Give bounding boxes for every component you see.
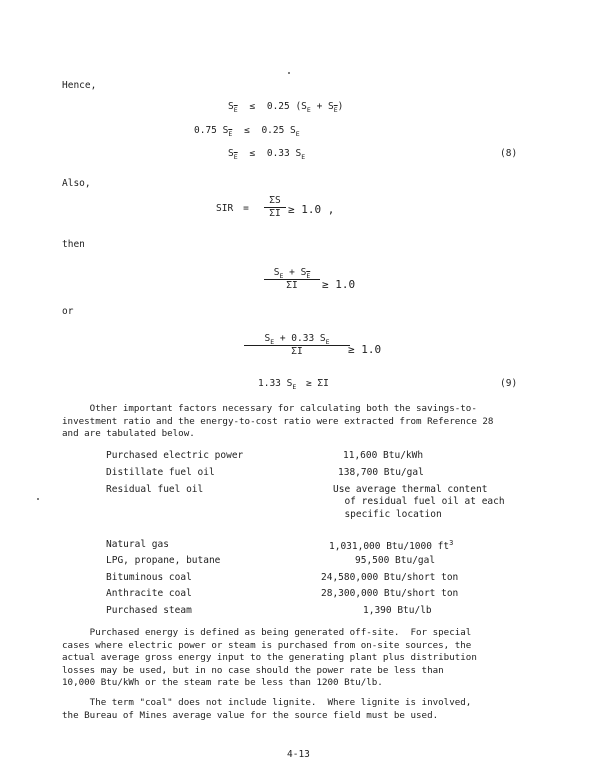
fuel-name: Bituminous coal [106, 572, 192, 583]
paragraph-intro: Other important factors necessary for calculating both the savings-to- investment ratio and the energy-to-cost ratio were extracted from Reference 28 and are tabulated below. [62, 403, 494, 440]
equation-number-8: (8) [500, 148, 518, 159]
fuel-value: 1,390 Btu/lb [363, 605, 432, 616]
fuel-name: Anthracite coal [106, 588, 192, 599]
equation-line-1: $S_{\overline{E}} \le 0.25$ $(S_E + S_{\overline{E}})$ [228, 101, 344, 114]
sir-fraction: ΣS ΣI [264, 195, 286, 221]
or-fraction: $S_E + 0.33$ $S_E$ ΣI [244, 333, 350, 359]
fuel-value: 1,031,000 Btu/1000 $ft^3$ [329, 539, 454, 553]
equation-number-9: (9) [500, 378, 518, 389]
fuel-name: LPG, propane, butane [106, 555, 221, 566]
fuel-name: Distillate fuel oil [106, 467, 215, 478]
superscript: 3 [449, 539, 454, 547]
label-or: or [62, 306, 74, 317]
table-row [106, 467, 526, 482]
label-also: Also, [62, 178, 91, 189]
sir-rhs: ≥ 1.0 , [288, 203, 335, 216]
sir-lhs: SIR = [216, 203, 249, 214]
equation-line-3: $S_{\overline{E}} \le 0.33$ $S_E$ [228, 148, 306, 161]
fuel-value: 138,700 Btu/gal [338, 467, 424, 478]
equation-line-final: 1.33 $S_E \ge \Sigma I$ [258, 378, 329, 391]
fuel-value: 11,600 Btu/kWh [343, 450, 424, 461]
fuel-value: 24,580,000 Btu/short ton [321, 572, 459, 583]
table-row [106, 588, 526, 603]
fuel-name: Natural gas [106, 539, 169, 550]
or-rhs: ≥ 1.0 [348, 343, 382, 356]
paragraph-purchased-energy: Purchased energy is defined as being generated off-site. For special cases where electric power or steam is purchased from on-site sources, the actual average gross energy input to the generating plant plus distribution losses may be used, but in no case should the power rate be less than 10,000 Btu/kWh or the steam rate be less than 1200 Btu/lb. [62, 627, 477, 689]
paragraph-coal: The term "coal" does not include lignite. Where lignite is involved, the Bureau of Mines average value for the source field must be used. [62, 697, 472, 721]
table-row [106, 539, 526, 554]
scan-speck [288, 72, 290, 74]
fuel-name: Purchased electric power [106, 450, 244, 461]
fuel-value: Use average thermal content of residual fuel oil at each specific location [333, 484, 505, 520]
page-number: 4-13 [287, 749, 310, 760]
fuel-name: Purchased steam [106, 605, 192, 616]
fuel-value: 95,500 Btu/gal [355, 555, 436, 566]
scan-speck [37, 498, 39, 500]
table-row [106, 555, 526, 570]
then-rhs: ≥ 1.0 [322, 278, 356, 291]
fuel-name: Residual fuel oil [106, 484, 204, 495]
table-row [106, 484, 526, 528]
then-fraction: $S_E + S_{\overline{E}}$ ΣI [264, 267, 320, 293]
equation-line-2: 0.75 $S_{\overline{E}} \le 0.25$ $S_E$ [194, 125, 300, 138]
table-row [106, 605, 526, 620]
table-row [106, 450, 526, 465]
label-hence: Hence, [62, 80, 97, 91]
label-then: then [62, 239, 85, 250]
fuel-value: 28,300,000 Btu/short ton [321, 588, 459, 599]
var-s-ebar: $S_{\overline{E}}$ [228, 101, 238, 114]
table-row [106, 572, 526, 587]
